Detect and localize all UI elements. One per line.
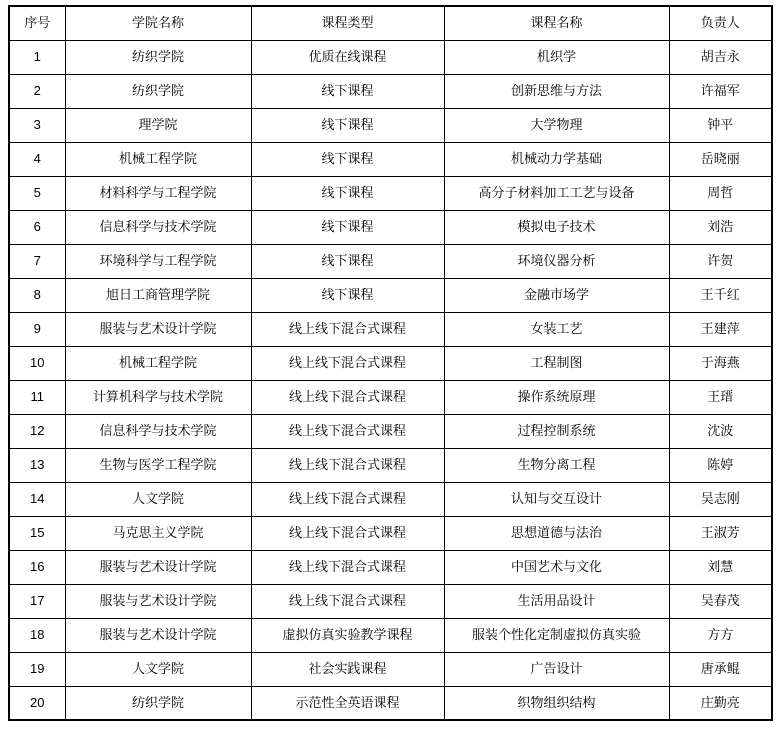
table-cell: 线上线下混合式课程 xyxy=(251,380,444,414)
table-row xyxy=(9,448,772,482)
table-cell: 王瑨 xyxy=(669,380,772,414)
table-cell: 王建萍 xyxy=(669,312,772,346)
table-cell: 刘慧 xyxy=(669,550,772,584)
table-cell: 旭日工商管理学院 xyxy=(65,278,251,312)
table-cell: 3 xyxy=(9,108,65,142)
table-row xyxy=(9,652,772,686)
table-row xyxy=(9,686,772,720)
header-row xyxy=(9,6,772,40)
course-table xyxy=(8,5,773,721)
table-row xyxy=(9,312,772,346)
table-cell: 理学院 xyxy=(65,108,251,142)
header-cell: 课程类型 xyxy=(251,6,444,40)
table-cell: 服装与艺术设计学院 xyxy=(65,312,251,346)
table-cell: 7 xyxy=(9,244,65,278)
table-cell: 操作系统原理 xyxy=(444,380,669,414)
table-cell: 17 xyxy=(9,584,65,618)
table-cell: 优质在线课程 xyxy=(251,40,444,74)
header-cell: 课程名称 xyxy=(444,6,669,40)
table-row xyxy=(9,40,772,74)
table-cell: 线上线下混合式课程 xyxy=(251,346,444,380)
table-cell: 18 xyxy=(9,618,65,652)
table-row xyxy=(9,516,772,550)
table-cell: 生物分离工程 xyxy=(444,448,669,482)
table-cell: 织物组织结构 xyxy=(444,686,669,720)
table-row xyxy=(9,244,772,278)
table-cell: 信息科学与技术学院 xyxy=(65,210,251,244)
table-cell: 虚拟仿真实验教学课程 xyxy=(251,618,444,652)
table-cell: 高分子材料加工工艺与设备 xyxy=(444,176,669,210)
table-cell: 8 xyxy=(9,278,65,312)
table-cell: 周哲 xyxy=(669,176,772,210)
table-row xyxy=(9,380,772,414)
table-cell: 工程制图 xyxy=(444,346,669,380)
table-cell: 沈波 xyxy=(669,414,772,448)
table-row xyxy=(9,346,772,380)
header-cell: 序号 xyxy=(9,6,65,40)
table-cell: 生物与医学工程学院 xyxy=(65,448,251,482)
table-cell: 模拟电子技术 xyxy=(444,210,669,244)
table-row xyxy=(9,550,772,584)
table-cell: 岳晓丽 xyxy=(669,142,772,176)
table-cell: 认知与交互设计 xyxy=(444,482,669,516)
table-cell: 环境科学与工程学院 xyxy=(65,244,251,278)
table-cell: 14 xyxy=(9,482,65,516)
table-cell: 刘浩 xyxy=(669,210,772,244)
table-row xyxy=(9,618,772,652)
table-cell: 唐承鲲 xyxy=(669,652,772,686)
table-cell: 线下课程 xyxy=(251,74,444,108)
table-cell: 环境仪器分析 xyxy=(444,244,669,278)
table-cell: 线上线下混合式课程 xyxy=(251,584,444,618)
table-cell: 大学物理 xyxy=(444,108,669,142)
table-cell: 信息科学与技术学院 xyxy=(65,414,251,448)
table-cell: 2 xyxy=(9,74,65,108)
table-cell: 过程控制系统 xyxy=(444,414,669,448)
table-cell: 广告设计 xyxy=(444,652,669,686)
table-cell: 人文学院 xyxy=(65,652,251,686)
table-cell: 线上线下混合式课程 xyxy=(251,482,444,516)
table-cell: 机织学 xyxy=(444,40,669,74)
table-cell: 马克思主义学院 xyxy=(65,516,251,550)
table-cell: 生活用品设计 xyxy=(444,584,669,618)
table-row xyxy=(9,414,772,448)
table-cell: 11 xyxy=(9,380,65,414)
table-cell: 线上线下混合式课程 xyxy=(251,312,444,346)
table-cell: 服装个性化定制虚拟仿真实验 xyxy=(444,618,669,652)
table-row xyxy=(9,278,772,312)
table-cell: 20 xyxy=(9,686,65,720)
table-cell: 15 xyxy=(9,516,65,550)
table-cell: 线下课程 xyxy=(251,244,444,278)
header-cell: 学院名称 xyxy=(65,6,251,40)
table-cell: 线上线下混合式课程 xyxy=(251,414,444,448)
table-cell: 线下课程 xyxy=(251,108,444,142)
table-cell: 16 xyxy=(9,550,65,584)
table-cell: 陈婷 xyxy=(669,448,772,482)
table-cell: 金融市场学 xyxy=(444,278,669,312)
table-cell: 创新思维与方法 xyxy=(444,74,669,108)
table-cell: 5 xyxy=(9,176,65,210)
table-row xyxy=(9,142,772,176)
table-cell: 示范性全英语课程 xyxy=(251,686,444,720)
table-cell: 线上线下混合式课程 xyxy=(251,550,444,584)
table-cell: 思想道德与法治 xyxy=(444,516,669,550)
table-cell: 12 xyxy=(9,414,65,448)
table-row xyxy=(9,210,772,244)
table-cell: 4 xyxy=(9,142,65,176)
table-cell: 线下课程 xyxy=(251,176,444,210)
table-cell: 线上线下混合式课程 xyxy=(251,516,444,550)
table-cell: 于海燕 xyxy=(669,346,772,380)
table-row xyxy=(9,74,772,108)
table-cell: 机械工程学院 xyxy=(65,142,251,176)
table-cell: 庄勤亮 xyxy=(669,686,772,720)
table-cell: 19 xyxy=(9,652,65,686)
table-cell: 机械动力学基础 xyxy=(444,142,669,176)
table-cell: 10 xyxy=(9,346,65,380)
table-cell: 9 xyxy=(9,312,65,346)
table-cell: 女装工艺 xyxy=(444,312,669,346)
table-cell: 王淑芳 xyxy=(669,516,772,550)
table-cell: 人文学院 xyxy=(65,482,251,516)
table-row xyxy=(9,482,772,516)
table-cell: 吴春茂 xyxy=(669,584,772,618)
table-cell: 服装与艺术设计学院 xyxy=(65,584,251,618)
table-cell: 服装与艺术设计学院 xyxy=(65,618,251,652)
table-cell: 胡吉永 xyxy=(669,40,772,74)
table-cell: 纺织学院 xyxy=(65,40,251,74)
table-cell: 纺织学院 xyxy=(65,686,251,720)
table-cell: 线下课程 xyxy=(251,142,444,176)
table-cell: 材料科学与工程学院 xyxy=(65,176,251,210)
table-cell: 13 xyxy=(9,448,65,482)
table-cell: 线上线下混合式课程 xyxy=(251,448,444,482)
table-cell: 中国艺术与文化 xyxy=(444,550,669,584)
table-cell: 王千红 xyxy=(669,278,772,312)
table-body xyxy=(9,40,772,720)
table-cell: 许福军 xyxy=(669,74,772,108)
table-cell: 服装与艺术设计学院 xyxy=(65,550,251,584)
table-row xyxy=(9,584,772,618)
table-cell: 吴志刚 xyxy=(669,482,772,516)
table-cell: 6 xyxy=(9,210,65,244)
header-cell: 负责人 xyxy=(669,6,772,40)
table-cell: 1 xyxy=(9,40,65,74)
table-cell: 方方 xyxy=(669,618,772,652)
table-row xyxy=(9,176,772,210)
table-cell: 钟平 xyxy=(669,108,772,142)
table-cell: 线下课程 xyxy=(251,278,444,312)
table-cell: 机械工程学院 xyxy=(65,346,251,380)
table-cell: 计算机科学与技术学院 xyxy=(65,380,251,414)
table-row xyxy=(9,108,772,142)
table-cell: 纺织学院 xyxy=(65,74,251,108)
table-cell: 线下课程 xyxy=(251,210,444,244)
table-cell: 许贺 xyxy=(669,244,772,278)
table-cell: 社会实践课程 xyxy=(251,652,444,686)
